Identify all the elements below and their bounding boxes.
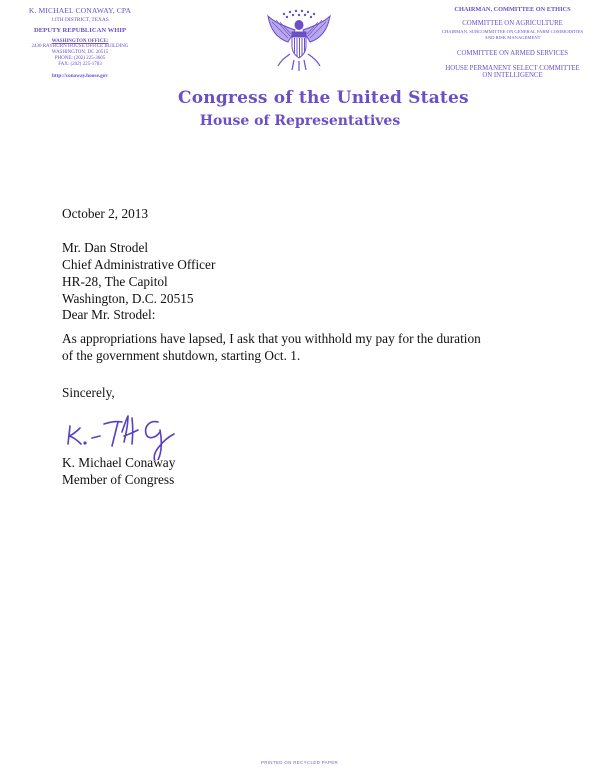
committee-agriculture: COMMITTEE ON AGRICULTURE <box>462 19 563 27</box>
committee-armed-services: COMMITTEE ON ARMED SERVICES <box>456 50 569 58</box>
signer-name: K. Michael Conaway <box>62 455 176 470</box>
ethics-chair-line: CHAIRMAN, COMMITTEE ON ETHICS <box>454 6 571 13</box>
salutation: Dear Mr. Strodel: <box>62 307 156 322</box>
eagle-seal-icon <box>264 8 334 74</box>
office-address-line2: WASHINGTON, DC 20515 <box>51 50 109 55</box>
office-label: WASHINGTON OFFICE: <box>51 38 109 44</box>
letterhead-right <box>440 7 585 80</box>
letterhead-left <box>20 7 140 80</box>
member-role: DEPUTY REPUBLICAN WHIP <box>34 26 126 34</box>
letter-date: October 2, 2013 <box>62 206 149 221</box>
closing: Sincerely, <box>62 385 115 400</box>
recipient-title: Chief Administrative Officer <box>62 257 216 272</box>
recipient-office: HR-28, The Capitol <box>62 274 168 289</box>
committee-intelligence: HOUSE PERMANENT SELECT COMMITTEE ON INTELLIGENCE <box>445 64 580 80</box>
website-link[interactable]: http://conaway.house.gov <box>52 73 108 80</box>
letter-body-paragraph: As appropriations have lapsed, I ask that you withhold my pay for the duration of the government shutdown, starting Oct. 1. <box>62 331 481 363</box>
recycled-paper-note: PRINTED ON RECYCLED PAPER <box>260 760 339 765</box>
handwritten-signature <box>62 400 212 460</box>
office-fax: FAX: (202) 225-1783 <box>58 61 102 67</box>
office-phone: PHONE: (202) 225-3605 <box>54 55 106 61</box>
signer-title: Member of Congress <box>62 472 175 487</box>
letterhead-title: Congress of the United States <box>178 88 469 108</box>
office-address-line1: 2430 RAYBURN HOUSE OFFICE BUILDING <box>31 44 129 50</box>
signer-block <box>62 454 175 488</box>
subcommittee-line: CHAIRMAN, SUBCOMMITTEE ON GENERAL FARM COMMODITIES AND RISK MANAGEMENT <box>441 29 584 40</box>
recipient-name: Mr. Dan Strodel <box>62 240 149 255</box>
letterhead-subtitle: House of Representatives <box>199 113 401 129</box>
member-name: K. MICHAEL CONAWAY, CPA <box>28 6 132 15</box>
recipient-address <box>62 239 215 307</box>
recipient-city: Washington, D.C. 20515 <box>62 291 194 306</box>
member-district: 11TH DISTRICT, TEXAS <box>51 16 109 23</box>
